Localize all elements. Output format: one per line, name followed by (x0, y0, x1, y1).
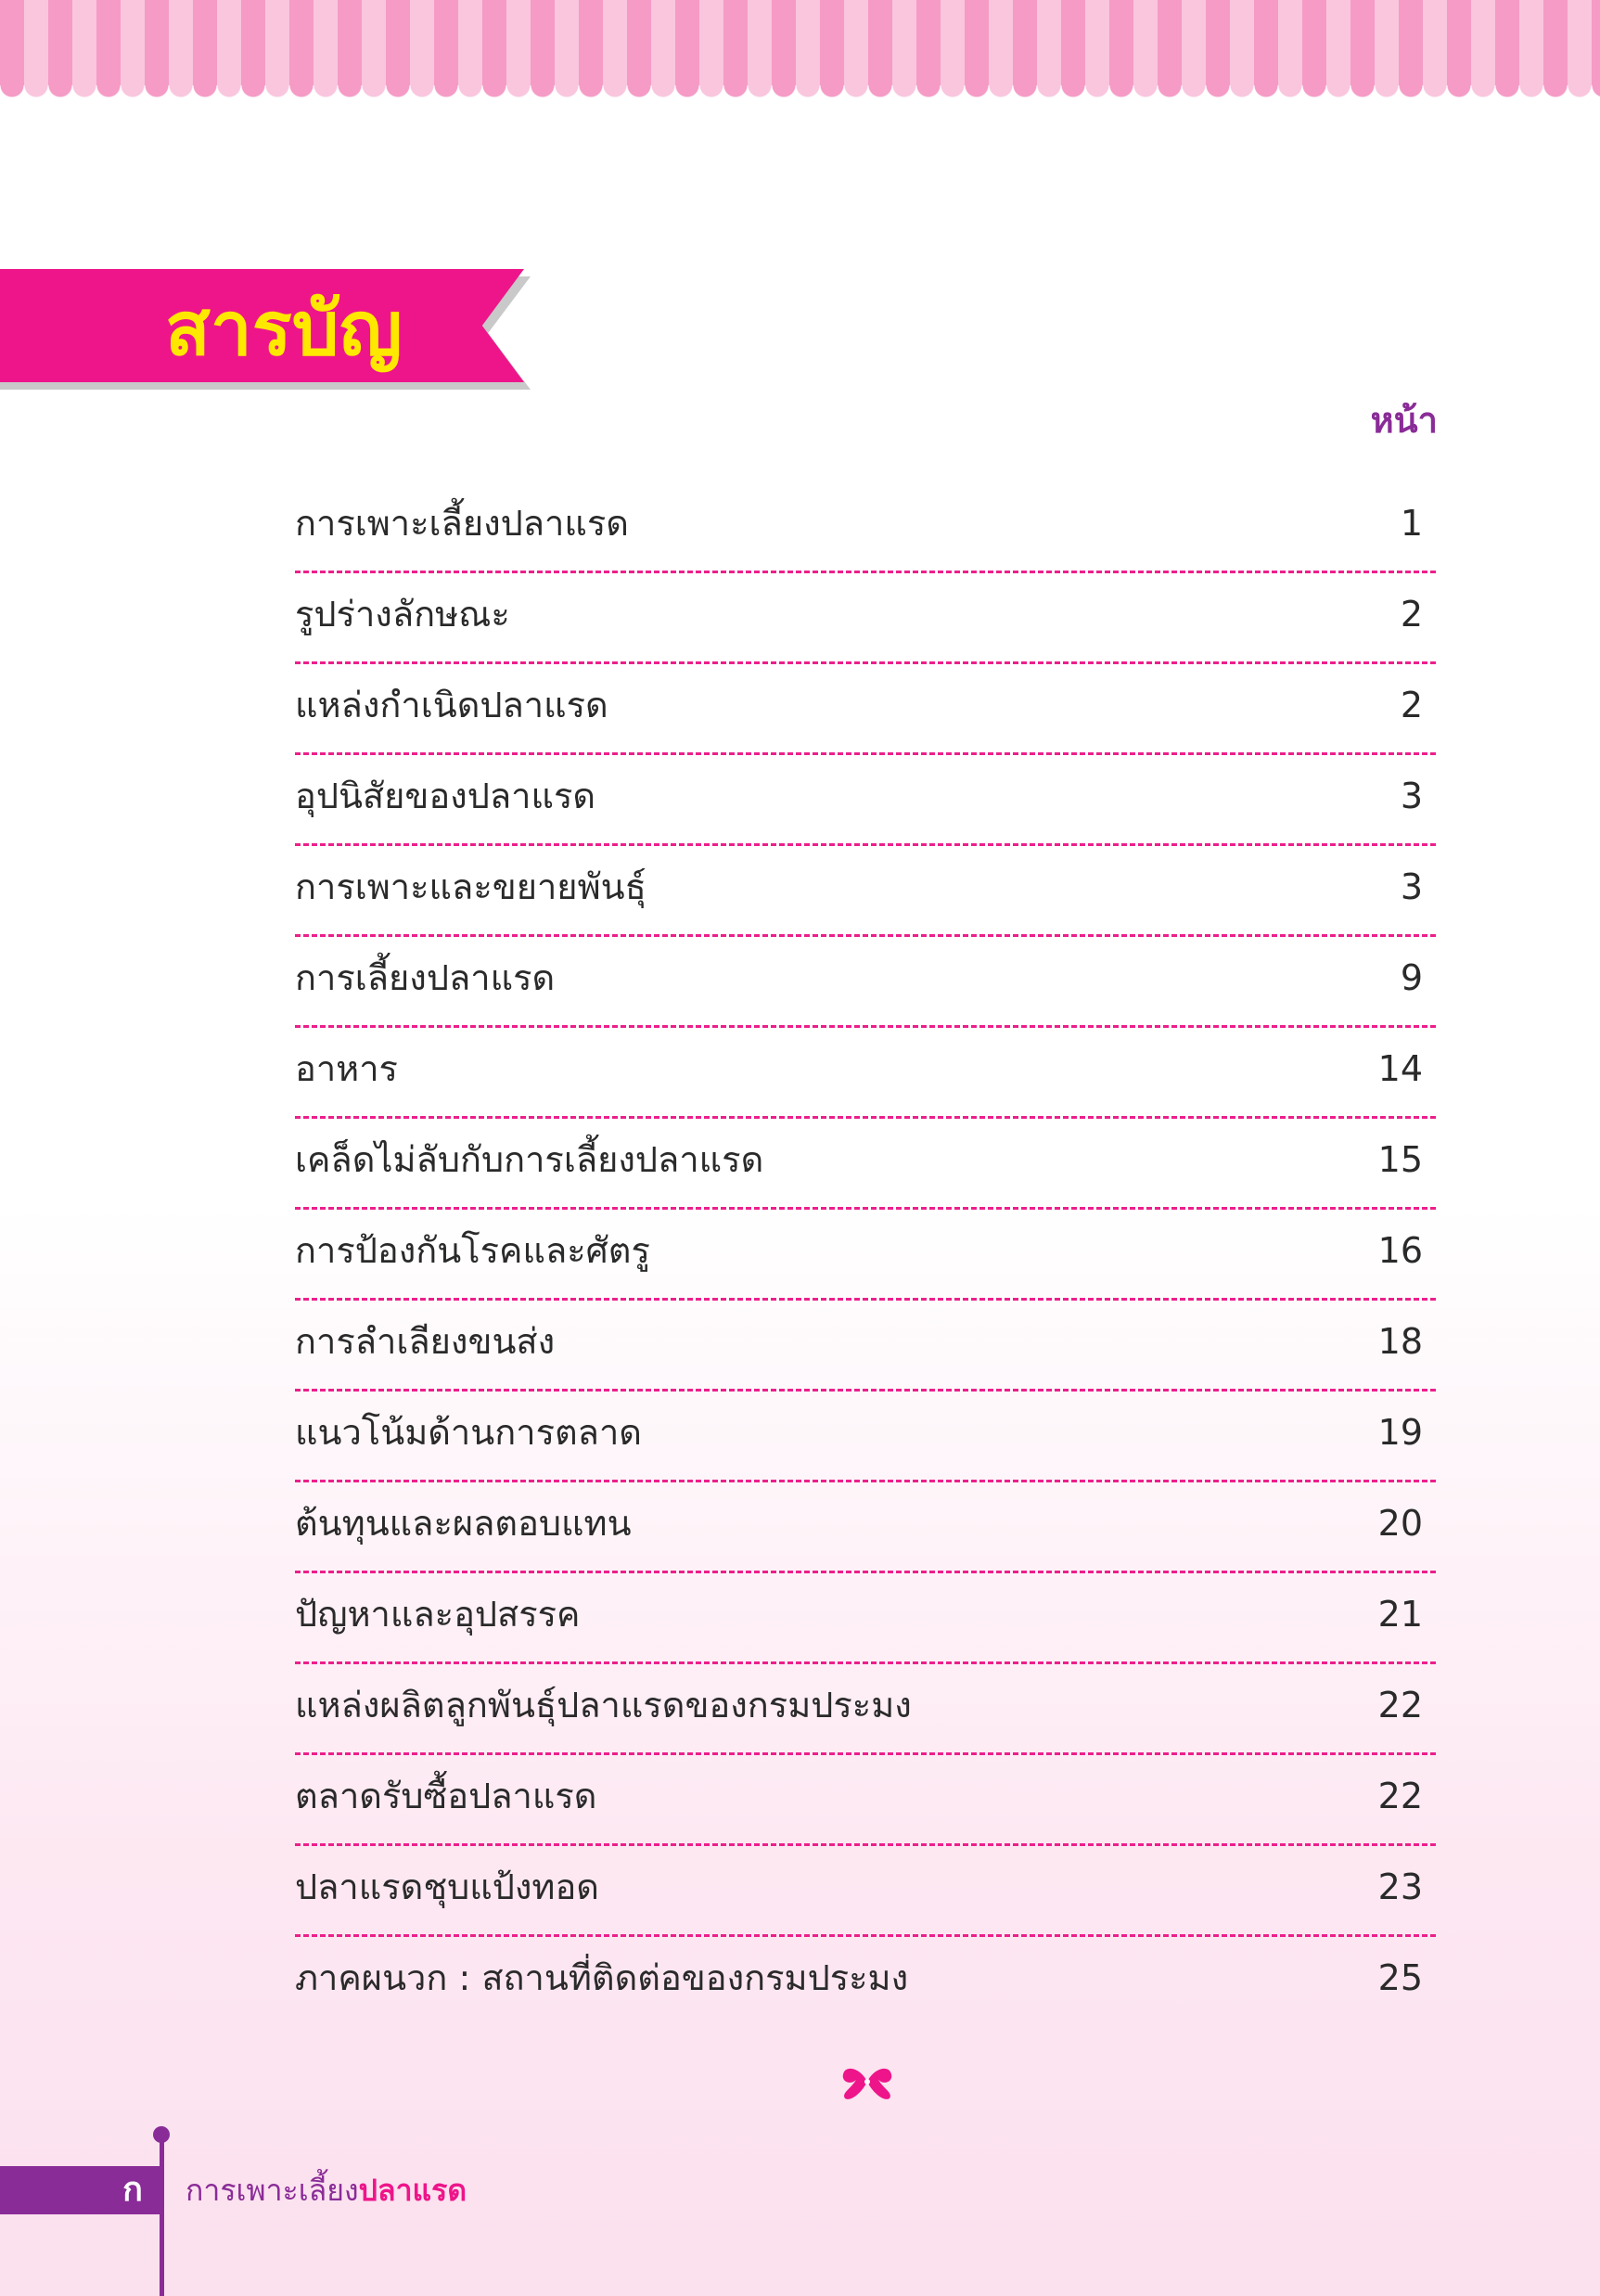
toc-row (295, 1119, 1436, 1210)
toc-entry-page: 14 (1377, 1048, 1423, 1089)
toc-row (295, 755, 1436, 846)
toc-entry-title: ตลาดรับซื้อปลาแรด (295, 1776, 597, 1816)
toc-row (295, 1028, 1436, 1119)
toc-entry-page: 16 (1377, 1230, 1423, 1271)
footer-book-title-light: การเพาะเลี้ยง (186, 2173, 359, 2208)
toc-row (295, 482, 1436, 573)
toc-entry-page: 18 (1377, 1321, 1423, 1362)
toc-entry-page: 25 (1377, 1957, 1423, 1998)
top-stripe-border (0, 0, 1600, 85)
page-title: สารบัญ (165, 286, 403, 372)
toc-row (295, 573, 1436, 664)
toc-row (295, 1301, 1436, 1392)
toc-row (295, 1846, 1436, 1937)
footer-page-number: ก (122, 2171, 143, 2209)
ornament-icon (839, 2061, 895, 2102)
toc-entry-title: แหล่งผลิตลูกพันธุ์ปลาแรดของกรมประมง (295, 1685, 912, 1725)
footer-book-title-bold: ปลาแรด (358, 2173, 467, 2208)
footer-vertical-line (160, 2138, 164, 2296)
toc-entry-page: 22 (1377, 1685, 1423, 1725)
toc-entry-page: 21 (1377, 1594, 1423, 1635)
toc-row (295, 1210, 1436, 1301)
toc-entry-title: การเลี้ยงปลาแรด (295, 957, 556, 998)
toc-row (295, 1392, 1436, 1482)
toc-entry-page: 20 (1377, 1503, 1423, 1544)
toc-entry-title: ภาคผนวก : สถานที่ติดต่อของกรมประมง (295, 1957, 909, 1998)
footer-book-title (186, 2166, 467, 2214)
toc-entry-page: 1 (1400, 503, 1423, 544)
toc-entry-title: เคล็ดไม่ลับกับการเลี้ยงปลาแรด (295, 1139, 764, 1180)
table-of-contents (295, 482, 1436, 2028)
toc-entry-title: ปัญหาและอุปสรรค (295, 1594, 581, 1635)
toc-entry-page: 2 (1400, 594, 1423, 635)
toc-entry-page: 15 (1377, 1139, 1423, 1180)
footer-dot (153, 2126, 170, 2143)
toc-row (295, 937, 1436, 1028)
toc-entry-page: 3 (1400, 776, 1423, 816)
toc-entry-title: การเพาะเลี้ยงปลาแรด (295, 503, 629, 544)
toc-row (295, 1937, 1436, 2028)
toc-row (295, 1755, 1436, 1846)
toc-row (295, 846, 1436, 937)
toc-entry-page: 3 (1400, 866, 1423, 907)
toc-entry-title: การลำเลียงขนส่ง (295, 1321, 556, 1362)
toc-entry-title: การป้องกันโรคและศัตรู (295, 1230, 650, 1271)
toc-entry-page: 19 (1377, 1412, 1423, 1453)
toc-row (295, 1482, 1436, 1573)
toc-entry-page: 9 (1400, 957, 1423, 998)
toc-entry-page: 2 (1400, 685, 1423, 725)
toc-entry-title: ปลาแรดชุบแป้งทอด (295, 1866, 599, 1907)
toc-entry-title: รูปร่างลักษณะ (295, 594, 510, 635)
toc-entry-title: อาหาร (295, 1048, 398, 1089)
toc-entry-page: 23 (1377, 1866, 1423, 1907)
toc-entry-title: แนวโน้มด้านการตลาด (295, 1412, 642, 1453)
toc-row (295, 664, 1436, 755)
page-column-header: หน้า (1370, 400, 1438, 441)
top-scallop-edge (0, 85, 1600, 102)
toc-row (295, 1573, 1436, 1664)
toc-entry-title: ต้นทุนและผลตอบแทน (295, 1503, 632, 1544)
toc-row (295, 1664, 1436, 1755)
toc-entry-title: แหล่งกำเนิดปลาแรด (295, 685, 608, 725)
toc-entry-title: อุปนิสัยของปลาแรด (295, 776, 596, 816)
toc-entry-page: 22 (1377, 1776, 1423, 1816)
toc-entry-title: การเพาะและขยายพันธุ์ (295, 866, 646, 907)
